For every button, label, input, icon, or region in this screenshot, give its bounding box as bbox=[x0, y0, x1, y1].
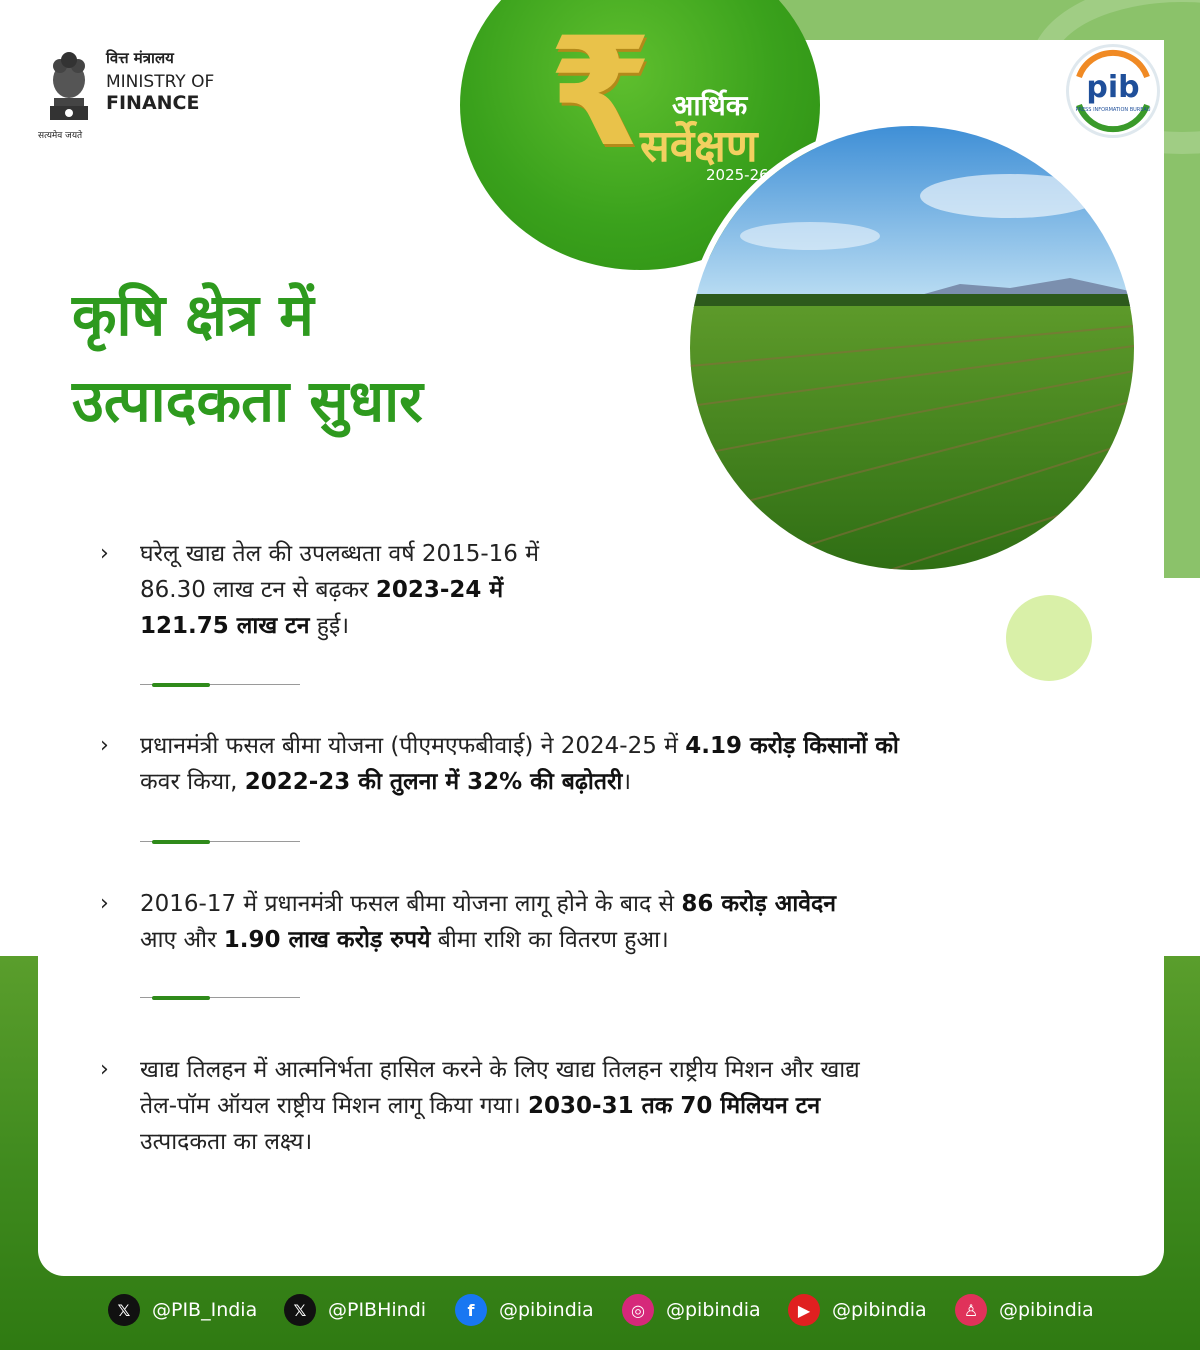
body-text: तेल-पॉम ऑयल राष्ट्रीय मिशन लागू किया गया। bbox=[140, 1093, 529, 1119]
body-text: कवर किया, bbox=[140, 769, 245, 795]
social-link[interactable] bbox=[955, 1290, 1094, 1330]
body-text: । bbox=[622, 769, 632, 795]
pib-subtext: PRESS INFORMATION BUREAU bbox=[1075, 107, 1151, 113]
rupee-symbol: ₹ bbox=[548, 6, 653, 180]
chevron-right-icon: › bbox=[100, 541, 109, 566]
social-link[interactable] bbox=[108, 1290, 257, 1330]
decorative-circle bbox=[1006, 595, 1092, 681]
body-text: 86.30 लाख टन से बढ़कर bbox=[140, 577, 376, 603]
bullet-line bbox=[140, 536, 539, 572]
body-text: हुई। bbox=[309, 613, 350, 639]
title-line1: कृषि क्षेत्र में bbox=[72, 281, 314, 349]
social-handle: @pibindia bbox=[666, 1299, 761, 1321]
bullet-line bbox=[140, 764, 899, 800]
social-handle: @pibindia bbox=[999, 1299, 1094, 1321]
national-emblem-icon bbox=[40, 40, 98, 132]
badge-line1: आर्थिक bbox=[672, 89, 748, 122]
social-link[interactable] bbox=[284, 1290, 426, 1330]
social-link[interactable] bbox=[622, 1290, 761, 1330]
highlight-text: 2023-24 में bbox=[375, 577, 504, 603]
emblem-motto: सत्यमेव जयते bbox=[38, 131, 83, 141]
x-icon: 𝕏 bbox=[108, 1294, 140, 1326]
highlight-text: 4.19 करोड़ किसानों को bbox=[685, 733, 899, 759]
badge-line2: सर्वेक्षण bbox=[640, 121, 758, 172]
bullet-text bbox=[140, 728, 899, 800]
ministry-en-line2: FINANCE bbox=[106, 92, 200, 114]
highlight-text: 2022-23 की तुलना में 32% की बढ़ोतरी bbox=[244, 769, 623, 795]
highlight-text: 1.90 लाख करोड़ रुपये bbox=[223, 927, 431, 953]
highlight-text: 86 करोड़ आवेदन bbox=[681, 891, 836, 917]
youtube-icon: ▶ bbox=[788, 1294, 820, 1326]
social-handle: @pibindia bbox=[499, 1299, 594, 1321]
title-line2: उत्पादकता सुधार bbox=[72, 367, 423, 435]
chevron-right-icon: › bbox=[100, 1057, 109, 1082]
instagram-icon: ◎ bbox=[622, 1294, 654, 1326]
bullet-text bbox=[140, 886, 836, 958]
field-illustration bbox=[690, 126, 1134, 570]
separator bbox=[140, 840, 300, 843]
body-text: प्रधानमंत्री फसल बीमा योजना (पीएमएफबीवाई) ने 2024-25 में bbox=[140, 733, 686, 759]
bullet-line bbox=[140, 572, 539, 608]
page-title bbox=[72, 272, 423, 444]
bullet-line bbox=[140, 886, 836, 922]
social-handle: @PIBHindi bbox=[328, 1299, 427, 1321]
bullet-line bbox=[140, 1124, 860, 1160]
body-text: 2016-17 में प्रधानमंत्री फसल बीमा योजना लागू होने के बाद से bbox=[140, 891, 682, 917]
highlight-text: 121.75 लाख टन bbox=[140, 613, 310, 639]
pib-logo-icon bbox=[1069, 47, 1157, 135]
bullet-text bbox=[140, 1052, 860, 1160]
pib-wordmark: pib bbox=[1086, 70, 1140, 105]
body-text: आए और bbox=[140, 927, 224, 953]
chevron-right-icon: › bbox=[100, 891, 109, 916]
body-text: घरेलू खाद्य तेल की उपलब्धता वर्ष 2015-16 में bbox=[140, 541, 539, 567]
social-footer bbox=[0, 1290, 1200, 1336]
farm-field-photo bbox=[684, 120, 1140, 576]
ministry-en-line1: MINISTRY OF bbox=[106, 72, 215, 92]
ministry-logo bbox=[40, 40, 240, 140]
body-text: खाद्य तिलहन में आत्मनिर्भता हासिल करने के लिए खाद्य तिलहन राष्ट्रीय मिशन और खाद्य bbox=[140, 1057, 860, 1083]
bullet-line bbox=[140, 608, 539, 644]
bullet-line bbox=[140, 1052, 860, 1088]
highlight-text: 2030-31 तक 70 मिलियन टन bbox=[528, 1093, 821, 1119]
pib-logo bbox=[1066, 44, 1160, 138]
bullet-line bbox=[140, 922, 836, 958]
social-handle: @pibindia bbox=[832, 1299, 927, 1321]
body-text: बीमा राशि का वितरण हुआ। bbox=[430, 927, 669, 953]
koo-icon: ♙ bbox=[955, 1294, 987, 1326]
chevron-right-icon: › bbox=[100, 733, 109, 758]
x-icon: 𝕏 bbox=[284, 1294, 316, 1326]
ministry-hindi: वित्त मंत्रालय bbox=[106, 49, 174, 67]
social-handle: @PIB_India bbox=[152, 1299, 258, 1321]
social-link[interactable] bbox=[788, 1290, 927, 1330]
separator bbox=[140, 996, 300, 999]
body-text: उत्पादकता का लक्ष्य। bbox=[140, 1129, 313, 1155]
bullet-line bbox=[140, 728, 899, 764]
social-link[interactable] bbox=[455, 1290, 594, 1330]
separator bbox=[140, 683, 300, 686]
facebook-icon: f bbox=[455, 1294, 487, 1326]
bullet-text bbox=[140, 536, 539, 644]
bullet-line bbox=[140, 1088, 860, 1124]
badge-year: 2025-26 bbox=[706, 166, 769, 184]
